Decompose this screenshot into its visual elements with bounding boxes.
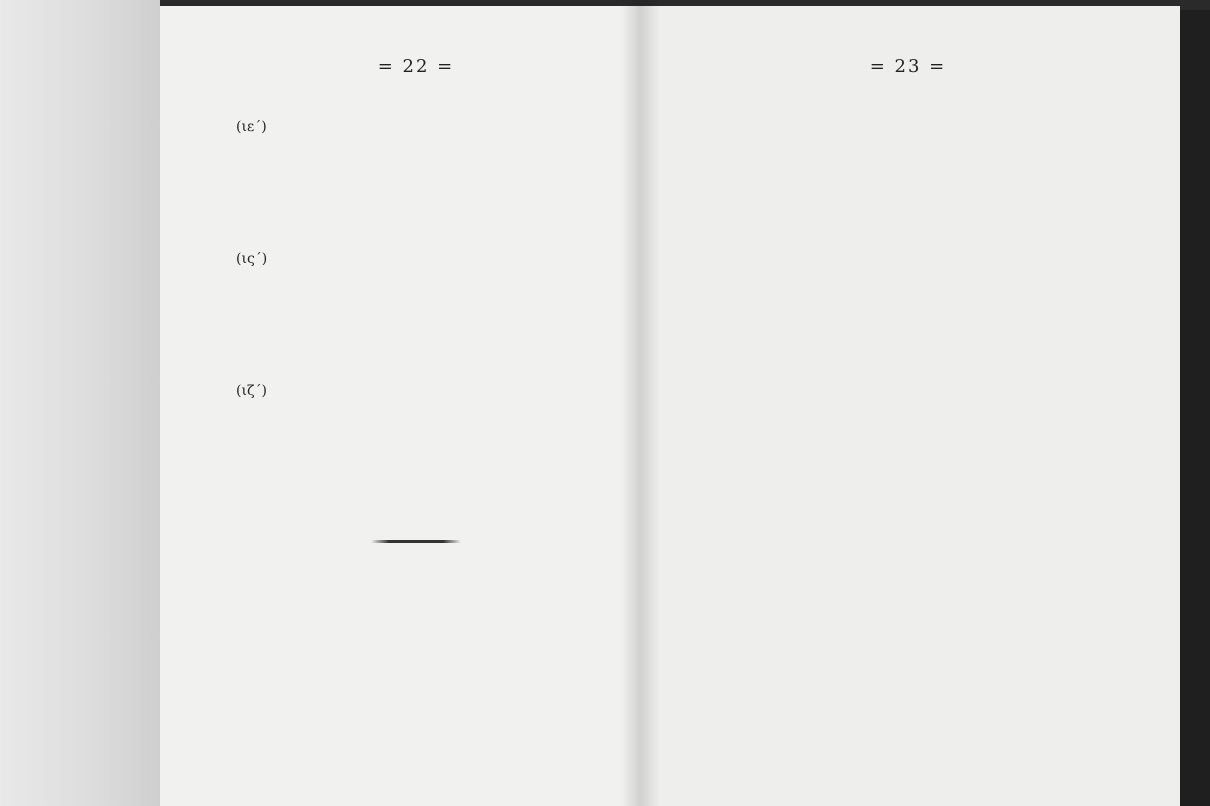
prose-line — [676, 750, 1140, 774]
prose-line — [236, 725, 596, 749]
quoted-verse-line — [676, 615, 1140, 636]
stanza — [236, 381, 596, 528]
prose-line — [676, 336, 1140, 360]
verse-line — [236, 333, 596, 354]
left-page — [160, 6, 636, 806]
prose-line — [236, 605, 596, 629]
prose-line — [676, 408, 1140, 432]
prose-line — [236, 653, 596, 677]
prose-block-top — [676, 96, 1140, 336]
verse-line — [236, 291, 596, 312]
verse-line — [236, 201, 596, 222]
prose-line — [676, 312, 1140, 336]
quoted-verse-line — [676, 594, 1140, 615]
quoted-verse-line — [676, 552, 1140, 573]
prose-block-bottom — [676, 678, 1140, 798]
prose-line — [676, 360, 1140, 384]
stanza-label: (ιζ΄) — [236, 383, 268, 399]
quoted-verse-line — [676, 636, 1140, 657]
prose-line — [236, 629, 596, 653]
stanza — [236, 117, 596, 243]
verse-line — [236, 312, 596, 333]
prose-line — [676, 504, 1140, 528]
stanza-label: (ις΄) — [236, 251, 268, 267]
quoted-verse-line — [676, 657, 1140, 678]
stanza-list — [236, 117, 596, 528]
prose-line — [676, 288, 1140, 312]
prose-line — [676, 432, 1140, 456]
quoted-verse — [676, 552, 1140, 678]
verse-line — [236, 117, 596, 138]
prose-line — [676, 702, 1140, 726]
prose-line — [236, 749, 596, 773]
prose-line — [676, 774, 1140, 798]
book-cover-edge — [1180, 10, 1210, 806]
verse-line — [236, 159, 596, 180]
section-divider — [371, 540, 461, 543]
prose-line — [236, 557, 596, 581]
verse-line — [236, 222, 596, 243]
verse-line — [236, 138, 596, 159]
prose-line — [676, 528, 1140, 552]
stanza — [236, 249, 596, 375]
prose-block-middle — [676, 336, 1140, 552]
verse-line — [236, 270, 596, 291]
prose-block — [236, 557, 596, 797]
stanza-label: (ιε΄) — [236, 119, 267, 135]
right-page — [636, 6, 1180, 806]
quoted-verse-line — [676, 573, 1140, 594]
verse-line — [236, 465, 596, 486]
page-number-left: = 22 = — [377, 56, 455, 77]
page-number-right: = 23 = — [869, 56, 947, 77]
verse-line — [236, 507, 596, 528]
verse-line — [236, 402, 596, 423]
prose-line — [676, 168, 1140, 192]
prose-line — [676, 384, 1140, 408]
prose-line — [676, 144, 1140, 168]
verse-line — [236, 444, 596, 465]
prose-line — [676, 192, 1140, 216]
prose-line — [236, 581, 596, 605]
verse-line — [236, 381, 596, 402]
prose-line — [676, 240, 1140, 264]
prose-line — [676, 480, 1140, 504]
verse-line — [236, 249, 596, 270]
verse-line — [236, 354, 596, 375]
book-edge — [0, 0, 160, 806]
prose-line — [676, 96, 1140, 120]
prose-line — [236, 677, 596, 701]
prose-line — [676, 726, 1140, 750]
prose-line — [676, 120, 1140, 144]
prose-line — [236, 701, 596, 725]
prose-line — [676, 678, 1140, 702]
prose-line — [236, 773, 596, 797]
verse-line — [236, 486, 596, 507]
verse-line — [236, 423, 596, 444]
opening-line — [236, 96, 596, 117]
prose-line — [676, 216, 1140, 240]
prose-line — [676, 456, 1140, 480]
verse-line — [236, 180, 596, 201]
prose-line — [676, 264, 1140, 288]
